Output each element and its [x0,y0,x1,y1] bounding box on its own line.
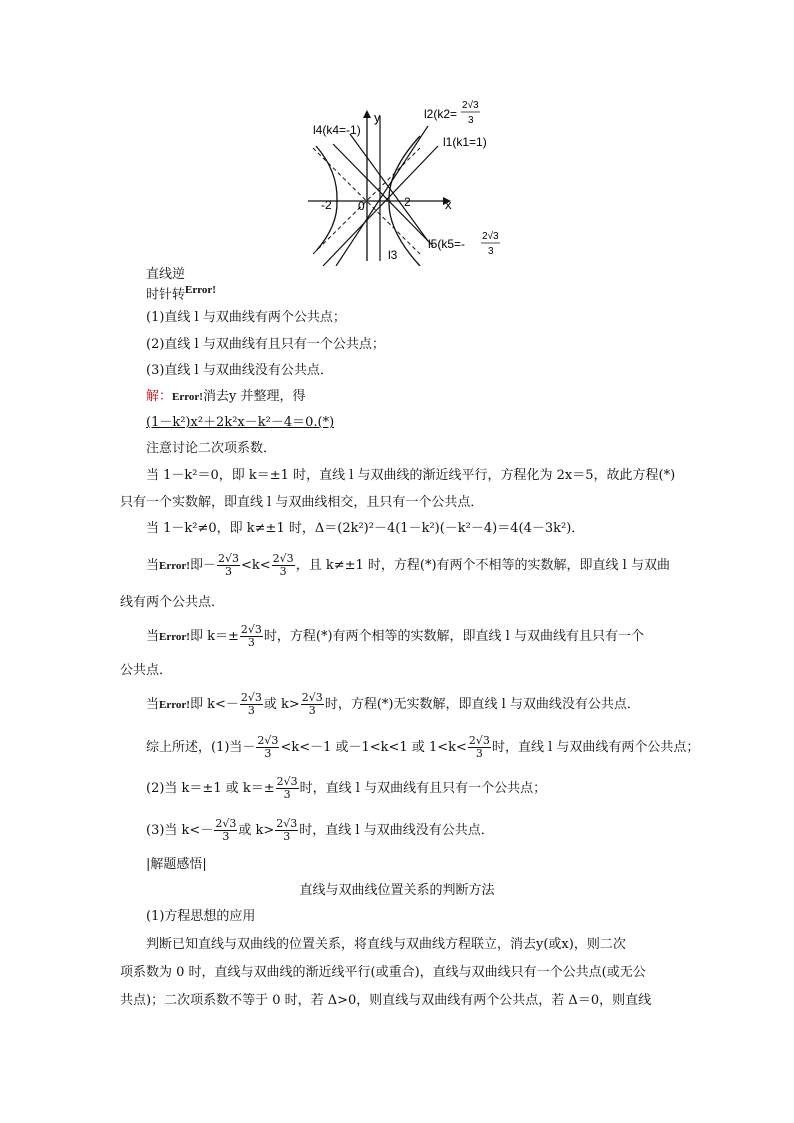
summary-2 [146,776,546,801]
caption-line1: 直线逆 [146,267,186,282]
label-l2-num: 2√3 [462,100,479,111]
summary-3 [146,818,494,843]
case1-line2: 只有一个实数解，即直线 l 与双曲线相交，且只有一个公共点． [120,495,484,510]
case3-error: Error! [159,560,190,572]
solution-intro [146,388,305,406]
case2-line: 当 1－k²≠0，即 k≠±1 时，Δ＝(2k²)²－4(1－k²)(－k²－4)＝4(4－3k²)． [146,521,585,536]
tick-neg2: -2 [321,198,332,212]
fraction: $\frac{2√3}{3}$ [276,775,298,801]
fraction: $\frac{2√3}{3}$ [240,623,262,649]
summary2-b: 时，直线 l 与双曲线有且只有一个公共点； [299,781,547,796]
fraction: $\frac{2√3}{3}$ [240,691,262,717]
summary1-b: <k<－1 或－1<k<1 或 1<k< [280,740,467,755]
summary1-a: 综上所述，(1)当－ [146,740,256,755]
solution-label: 解： [146,389,173,404]
label-l3: l3 [388,248,398,262]
solution-note: 注意讨论二次项系数． [146,441,277,456]
summary2-a: (2)当 k＝±1 或 k＝± [146,781,275,796]
case4-b: 时，方程(*)有两个相等的实数解，即直线 l 与双曲线有且只有一个 [263,629,644,644]
caption-line2-text: 时针转 [146,287,186,303]
insight-subtitle-1: (1)方程思想的应用 [146,909,256,924]
case4-line1 [146,624,644,649]
insight-para-1: 判断已知直线与双曲线的位置关系，将直线与双曲线方程联立，消去y(或x)，则二次 [146,937,626,952]
summary1-c: 时，直线 l 与双曲线有两个公共点； [491,740,700,755]
case5-a: 即 k<－ [189,697,239,712]
item-2: (2)直线 l 与双曲线有且只有一个公共点； [146,337,385,352]
fraction: $\frac{2√3}{3}$ [276,817,298,843]
label-l5-den: 3 [488,246,494,257]
fraction: $\frac{2√3}{3}$ [468,734,490,760]
case3-line2: 线有两个公共点． [120,595,225,610]
case4-a: 即 k＝± [189,629,239,644]
summary3-b: 或 k> [238,823,275,838]
summary-1 [146,735,699,760]
summary3-c: 时，直线 l 与双曲线没有公共点． [299,823,494,838]
caption-error: Error! [185,284,216,296]
case4-error: Error! [159,631,190,643]
item-1: (1)直线 l 与双曲线有两个公共点； [146,310,346,325]
case3-b: <k< [241,558,271,573]
label-l1: l1(k1=1) [443,135,487,149]
insight-para-2: 项系数为 0 时，直线与双曲线的渐近线平行(或重合)，直线与双曲线只有一个公共点(或无公 [120,965,646,980]
fraction: $\frac{2√3}{3}$ [217,552,239,578]
case5-b: 或 k> [263,697,300,712]
label-l5: l5(k5=- [428,237,466,251]
tick-0: 0 [358,199,365,213]
item-3: (3)直线 l 与双曲线没有公共点． [146,363,333,378]
y-axis-arrow [363,110,371,118]
case4-line2: 公共点． [120,663,173,678]
fraction: $\frac{2√3}{3}$ [215,817,237,843]
insight-tag: |解题感悟| [146,857,207,872]
case4-pre: 当 [146,629,160,644]
fraction: $\frac{2√3}{3}$ [301,691,323,717]
case3-a: 即－ [189,558,216,573]
solution-text: 消去y 并整理，得 [202,389,306,404]
case5-error: Error! [159,699,190,711]
hyperbola-figure [308,96,513,266]
tick-2: 2 [404,195,411,209]
solution-error: Error! [172,391,203,403]
fraction: $\frac{2√3}{3}$ [272,552,294,578]
label-l4: l4(k4=-1) [313,123,361,137]
line-l4 [333,144,433,246]
solution-equation: (1－k²)x²＋2k²x－k²－4＝0.(*) [146,415,335,430]
case3-c: ，且 k≠±1 时，方程(*)有两个不相等的实数解，即直线 l 与双曲 [295,558,670,573]
label-x: x [445,197,452,212]
fraction: $\frac{2√3}{3}$ [257,734,279,760]
line-l2 [336,126,428,266]
summary3-a: (3)当 k<－ [146,823,214,838]
insight-title: 直线与双曲线位置关系的判断方法 [299,883,495,898]
case5-pre: 当 [146,697,160,712]
label-l5-num: 2√3 [482,231,499,242]
case5-line [146,692,640,717]
caption-line2 [146,281,216,304]
case5-c: 时，方程(*)无实数解，即直线 l 与双曲线没有公共点． [324,697,640,712]
label-l2: l2(k2= [424,107,458,121]
label-l2-den: 3 [468,115,474,126]
label-y: y [374,110,381,125]
case3-pre: 当 [146,558,160,573]
case1-line1: 当 1－k²＝0，即 k＝±1 时，直线 l 与双曲线的渐近线平行，方程化为 2x＝5，故此方程(*) [146,468,676,483]
case3-line1 [146,553,670,578]
insight-para-3: 共点)；二次项系数不等于 0 时，若 Δ>0，则直线与双曲线有两个公共点，若 Δ＝0，则直线 [120,993,652,1008]
